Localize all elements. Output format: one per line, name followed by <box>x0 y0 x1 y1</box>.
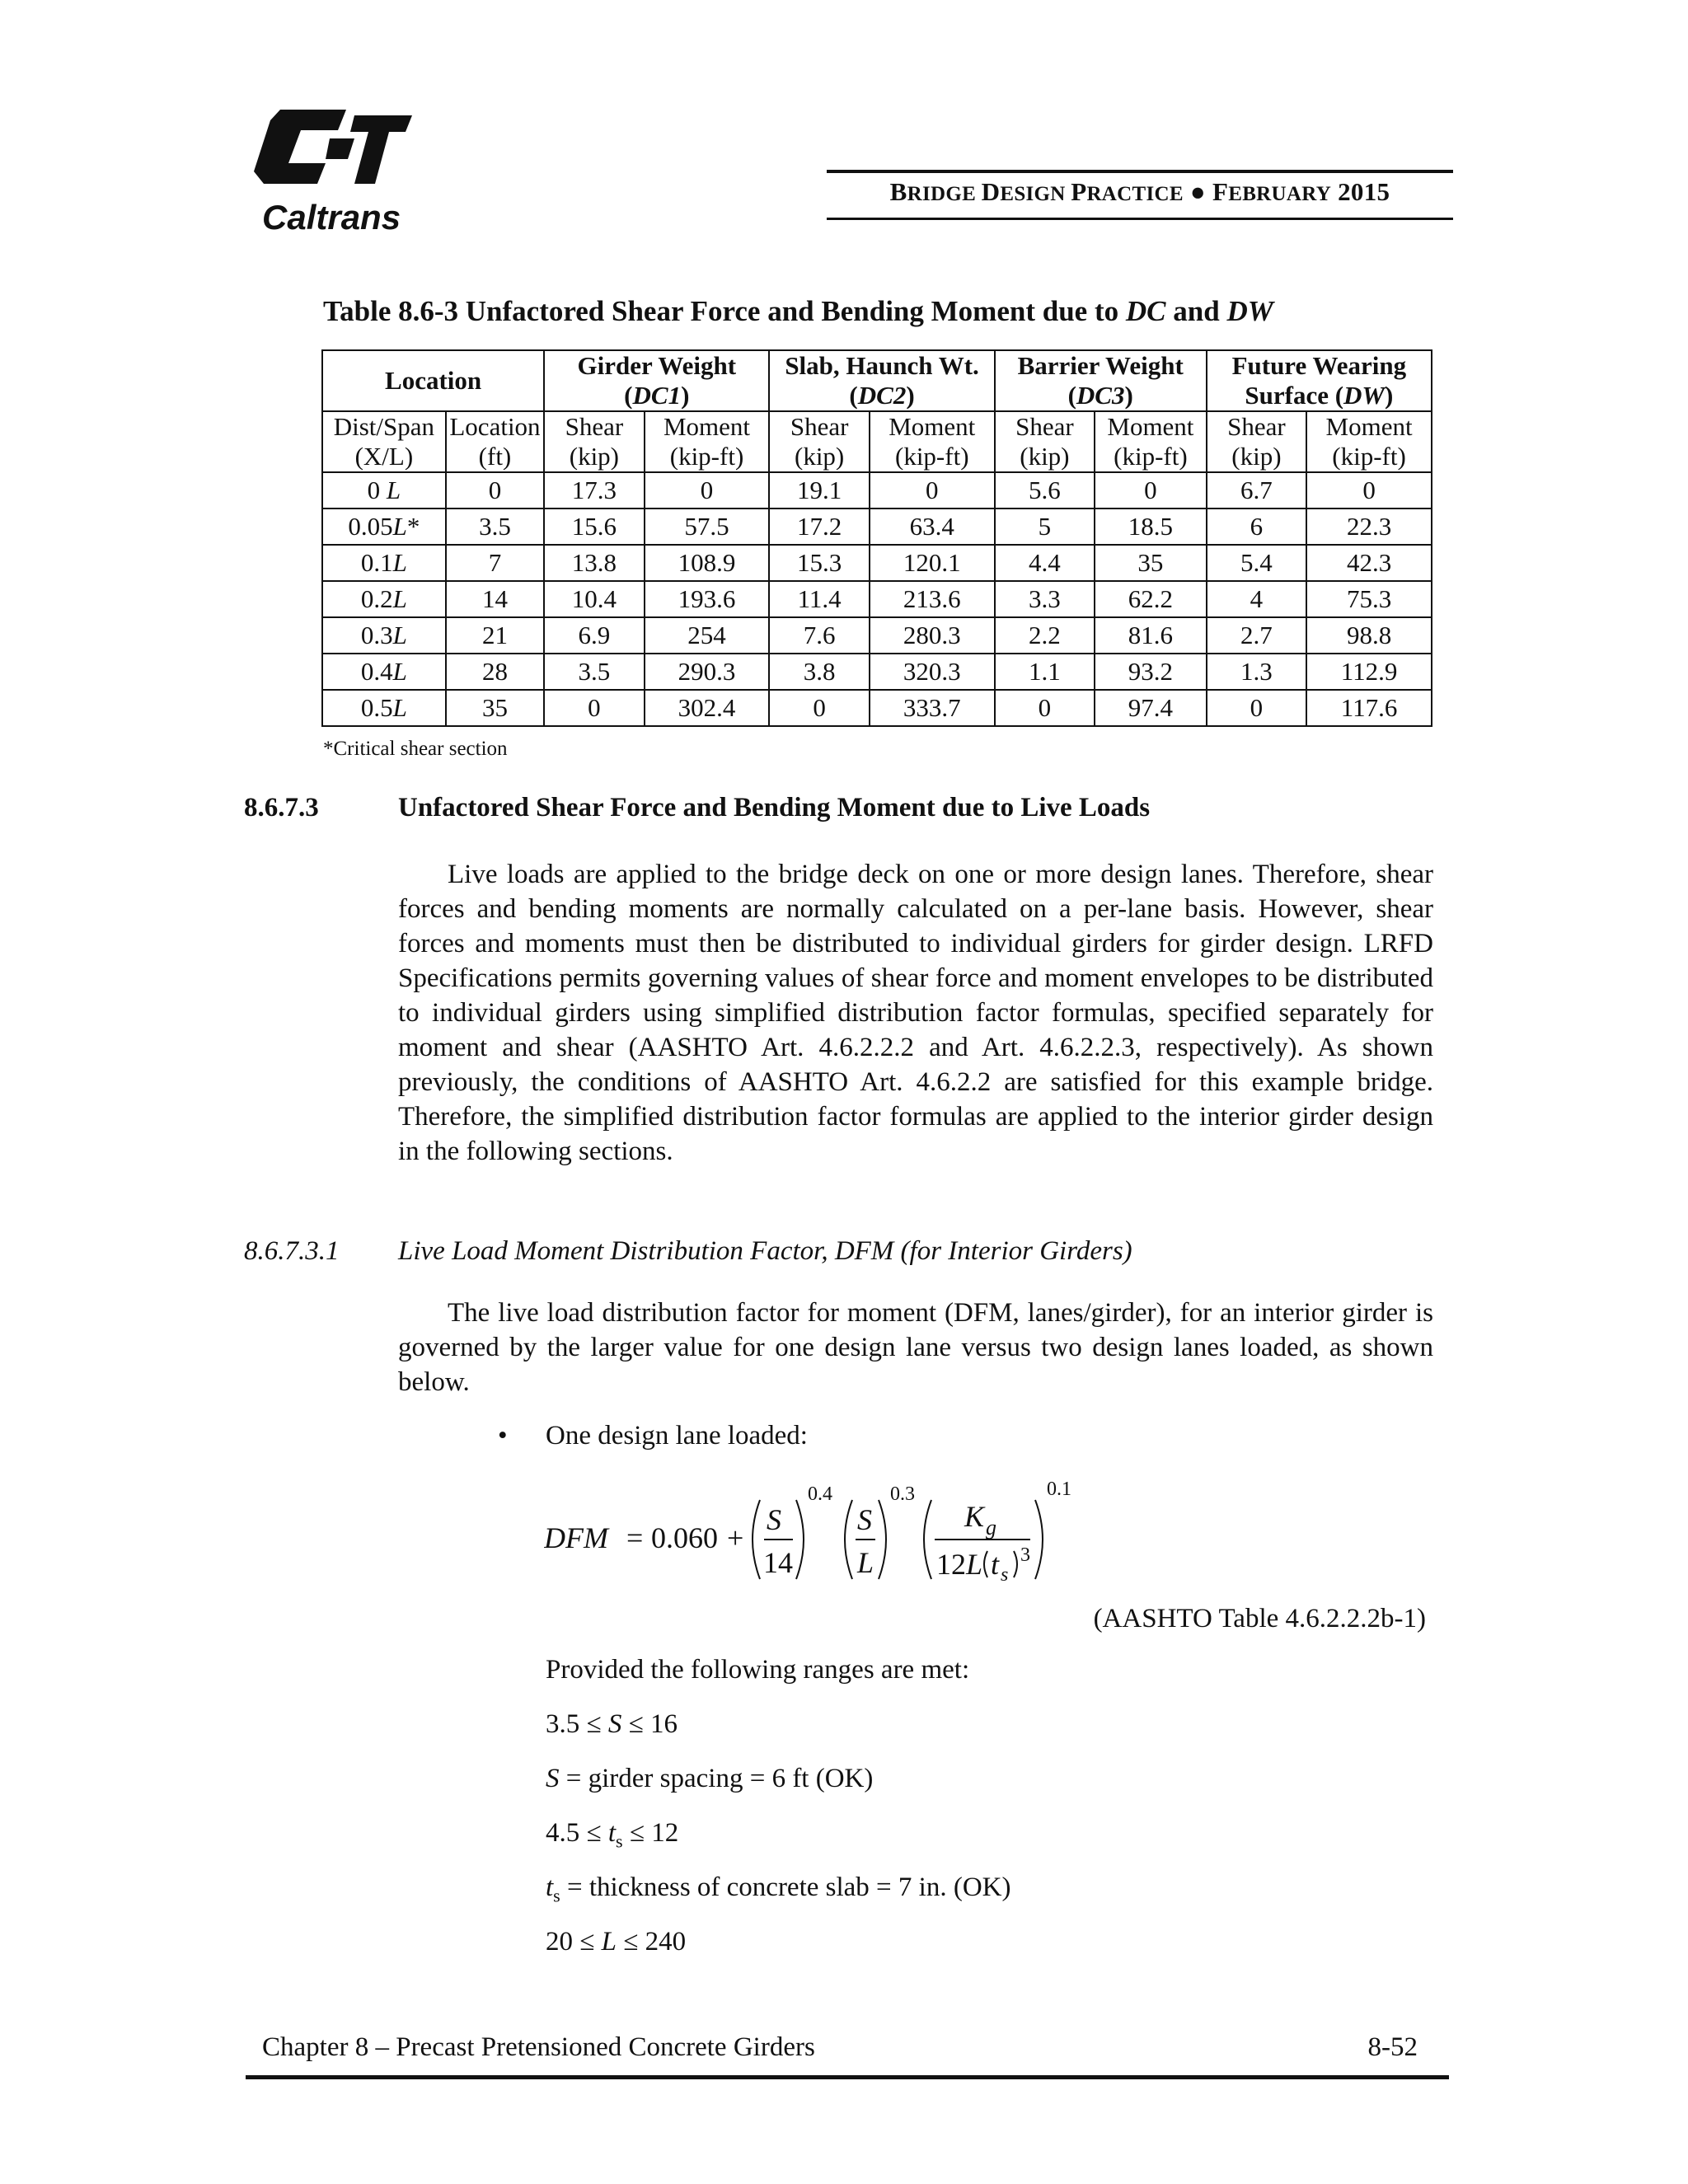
logo-text: Caltrans <box>262 198 401 237</box>
table-cell: 13.8 <box>544 545 644 581</box>
formula-den-exp: 3 <box>1020 1544 1030 1566</box>
table-cell: 280.3 <box>870 617 995 654</box>
table-cell: 0.3L <box>322 617 446 654</box>
table-body <box>322 472 1432 726</box>
table-cell: 108.9 <box>645 545 770 581</box>
footer-rule <box>246 2075 1449 2079</box>
caltrans-logo <box>247 105 420 237</box>
table-cell: 18.5 <box>1095 509 1207 545</box>
formula-l: L <box>857 1546 874 1579</box>
subheader-location: Location (ft) <box>446 411 544 472</box>
table-cell: 254 <box>645 617 770 654</box>
formula-den-12: 12 <box>936 1548 966 1581</box>
header-title: BRIDGE DESIGN PRACTICE ● FEBRUARY 2015 <box>889 177 1390 206</box>
formula-reference: (AASHTO Table 4.6.2.2.2b-1) <box>1093 1604 1426 1633</box>
formula-plus: + <box>727 1521 744 1554</box>
formula-den-s: s <box>1001 1564 1009 1586</box>
table-cell: 0.4L <box>322 654 446 690</box>
table-cell: 0 <box>1207 690 1306 726</box>
table-cell: 0.05L* <box>322 509 446 545</box>
table-cell: 63.4 <box>870 509 995 545</box>
table-row <box>322 654 1432 690</box>
table-cell: 2.2 <box>995 617 1095 654</box>
table-group-header-row <box>322 350 1432 411</box>
table-cell: 11.4 <box>769 581 869 617</box>
header-future-wearing: Future Wearing Surface (DW) <box>1207 350 1432 411</box>
table-cell: 193.6 <box>645 581 770 617</box>
header-slab-haunch: Slab, Haunch Wt. (DC2) <box>769 350 994 411</box>
range-thickness: $4.5 \le t_s \le 12$ <box>546 1818 679 1852</box>
table-cell: 0 <box>995 690 1095 726</box>
header-barrier-weight: Barrier Weight (DC3) <box>995 350 1207 411</box>
table-cell: 333.7 <box>870 690 995 726</box>
table-cell: 7.6 <box>769 617 869 654</box>
table-cell: 0 <box>1095 472 1207 509</box>
section-number: 8.6.7.3 <box>244 793 319 823</box>
table-note: *Critical shear section <box>323 738 508 760</box>
table-cell: 5.6 <box>995 472 1095 509</box>
table-cell: 97.4 <box>1095 690 1207 726</box>
formula-den-l: L <box>966 1548 983 1581</box>
table-cell: 35 <box>1095 545 1207 581</box>
table-cell: 213.6 <box>870 581 995 617</box>
table-cell: 112.9 <box>1306 654 1432 690</box>
table-cell: 15.3 <box>769 545 869 581</box>
footer-chapter: Chapter 8 – Precast Pretensioned Concrete Girders <box>262 2032 815 2062</box>
subsection-paragraph: The live load distribution factor for moment (DFM, lanes/girder), for an interior girder is governed by the larger value for one design lane versus two design lanes loaded, as shown below. <box>398 1298 1433 1397</box>
subheader-moment: Moment (kip-ft) <box>1306 411 1432 472</box>
table-row <box>322 581 1432 617</box>
subsection-number: 8.6.7.3.1 <box>244 1236 340 1266</box>
range-spacing-definition: S = girder spacing = 6 ft (OK) <box>546 1764 874 1793</box>
header-location: Location <box>322 350 544 411</box>
table-cell: 0 <box>544 690 644 726</box>
table-cell: 57.5 <box>645 509 770 545</box>
table-cell: 5.4 <box>1207 545 1306 581</box>
range-span-length: 20 ≤ L ≤ 240 <box>546 1927 687 1957</box>
table-cell: 3.3 <box>995 581 1095 617</box>
table-cell: 6.7 <box>1207 472 1306 509</box>
table-cell: 6 <box>1207 509 1306 545</box>
table-cell: 1.1 <box>995 654 1095 690</box>
table-cell: 62.2 <box>1095 581 1207 617</box>
table-cell: 0.2L <box>322 581 446 617</box>
table-row <box>322 472 1432 509</box>
table-cell: 2.7 <box>1207 617 1306 654</box>
formula-exp-01: 0.1 <box>1047 1479 1071 1500</box>
subheader-moment: Moment (kip-ft) <box>645 411 770 472</box>
table-cell: 35 <box>446 690 544 726</box>
range-spacing: 3.5 ≤ S ≤ 16 <box>546 1709 678 1739</box>
table-cell: 0.1L <box>322 545 446 581</box>
table-cell: 42.3 <box>1306 545 1432 581</box>
range-thickness-definition: $t_s$ = thickness of concrete slab = 7 in. (OK) <box>546 1872 1011 1906</box>
table-row <box>322 617 1432 654</box>
table-row <box>322 690 1432 726</box>
footer-page-number: 8-52 <box>1367 2032 1418 2062</box>
table-cell: 15.6 <box>544 509 644 545</box>
table-cell: 290.3 <box>645 654 770 690</box>
subheader-shear: Shear (kip) <box>769 411 869 472</box>
section-paragraph: Live loads are applied to the bridge deck on one or more design lanes. Therefore, shear forces and bending moments are normally calculated on a per-lane basis. However, shear forces and moments must then be distributed to individual girders for girder design. LRFD Specifications permits governing values of shear force and moment envelopes to be distributed to individual girders using simplified distribution factor formulas, specified separately for moment and shear (AASHTO Art. 4.6.2.2.2 and Art. 4.6.2.2.3, respectively). As shown previously, the conditions of AASHTO Art. 4.6.2.2 are satisfied for this example bridge. Therefore, the simplified distribution factor formulas are applied to the interior girder design in the following sections. <box>398 860 1433 1166</box>
table-cell: 0 <box>446 472 544 509</box>
formula-kg-sub: g <box>986 1516 996 1540</box>
table-cell: 0 <box>645 472 770 509</box>
formula-14: 14 <box>763 1546 793 1579</box>
table-cell: 6.9 <box>544 617 644 654</box>
formula-s: S <box>767 1503 781 1536</box>
table-cell: 21 <box>446 617 544 654</box>
table-cell: 320.3 <box>870 654 995 690</box>
table-cell: 17.3 <box>544 472 644 509</box>
table-cell: 3.5 <box>544 654 644 690</box>
table-cell: 98.8 <box>1306 617 1432 654</box>
table-cell: 120.1 <box>870 545 995 581</box>
table-cell: 5 <box>995 509 1095 545</box>
table-cell: 28 <box>446 654 544 690</box>
section-title: Unfactored Shear Force and Bending Moment due to Live Loads <box>398 793 1151 823</box>
table-cell: 10.4 <box>544 581 644 617</box>
subheader-moment: Moment (kip-ft) <box>1095 411 1207 472</box>
table-cell: 0 <box>1306 472 1432 509</box>
data-table <box>321 349 1432 727</box>
formula-den-t: t <box>991 1548 1000 1581</box>
formula-s2: S <box>857 1503 872 1536</box>
table-cell: 7 <box>446 545 544 581</box>
table-cell: 0.5L <box>322 690 446 726</box>
table-cell: 17.2 <box>769 509 869 545</box>
formula-exp-03: 0.3 <box>890 1483 915 1505</box>
table-cell: 19.1 <box>769 472 869 509</box>
header-rule-bottom <box>827 218 1453 220</box>
table-cell: 93.2 <box>1095 654 1207 690</box>
table-cell: 0 <box>870 472 995 509</box>
table-cell: 4.4 <box>995 545 1095 581</box>
table-row <box>322 545 1432 581</box>
dfm-formula <box>544 1475 1121 1607</box>
table-cell: 302.4 <box>645 690 770 726</box>
table-cell: 1.3 <box>1207 654 1306 690</box>
subheader-shear: Shear (kip) <box>1207 411 1306 472</box>
header-girder-weight: Girder Weight (DC1) <box>544 350 769 411</box>
header-rule-top <box>827 170 1453 173</box>
formula-exp-04: 0.4 <box>808 1483 832 1505</box>
table-row <box>322 509 1432 545</box>
subheader-shear: Shear (kip) <box>544 411 644 472</box>
table-cell: 81.6 <box>1095 617 1207 654</box>
bullet-text: One design lane loaded: <box>546 1421 808 1451</box>
bullet-icon: • <box>498 1421 508 1451</box>
formula-kg: K <box>964 1500 985 1533</box>
subheader-shear: Shear (kip) <box>995 411 1095 472</box>
table-cell: 3.8 <box>769 654 869 690</box>
table-cell: 0 L <box>322 472 446 509</box>
ranges-intro: Provided the following ranges are met: <box>546 1655 970 1685</box>
table-cell: 0 <box>769 690 869 726</box>
table-cell: 14 <box>446 581 544 617</box>
table-cell: 75.3 <box>1306 581 1432 617</box>
table-cell: 3.5 <box>446 509 544 545</box>
table-cell: 117.6 <box>1306 690 1432 726</box>
table-cell: 4 <box>1207 581 1306 617</box>
formula-constant: 0.060 <box>651 1521 718 1554</box>
formula-lhs: DFM <box>544 1521 608 1554</box>
formula-equals: = <box>626 1521 644 1554</box>
subheader-moment: Moment (kip-ft) <box>870 411 995 472</box>
table-title: Table 8.6-3 Unfactored Shear Force and Bending Moment due to DC and DW <box>323 295 1273 327</box>
subheader-dist-span: Dist/Span (X/L) <box>322 411 446 472</box>
table-cell: 22.3 <box>1306 509 1432 545</box>
table-subheader-row <box>322 411 1432 472</box>
subsection-title: Live Load Moment Distribution Factor, DFM (for Interior Girders) <box>398 1236 1132 1266</box>
